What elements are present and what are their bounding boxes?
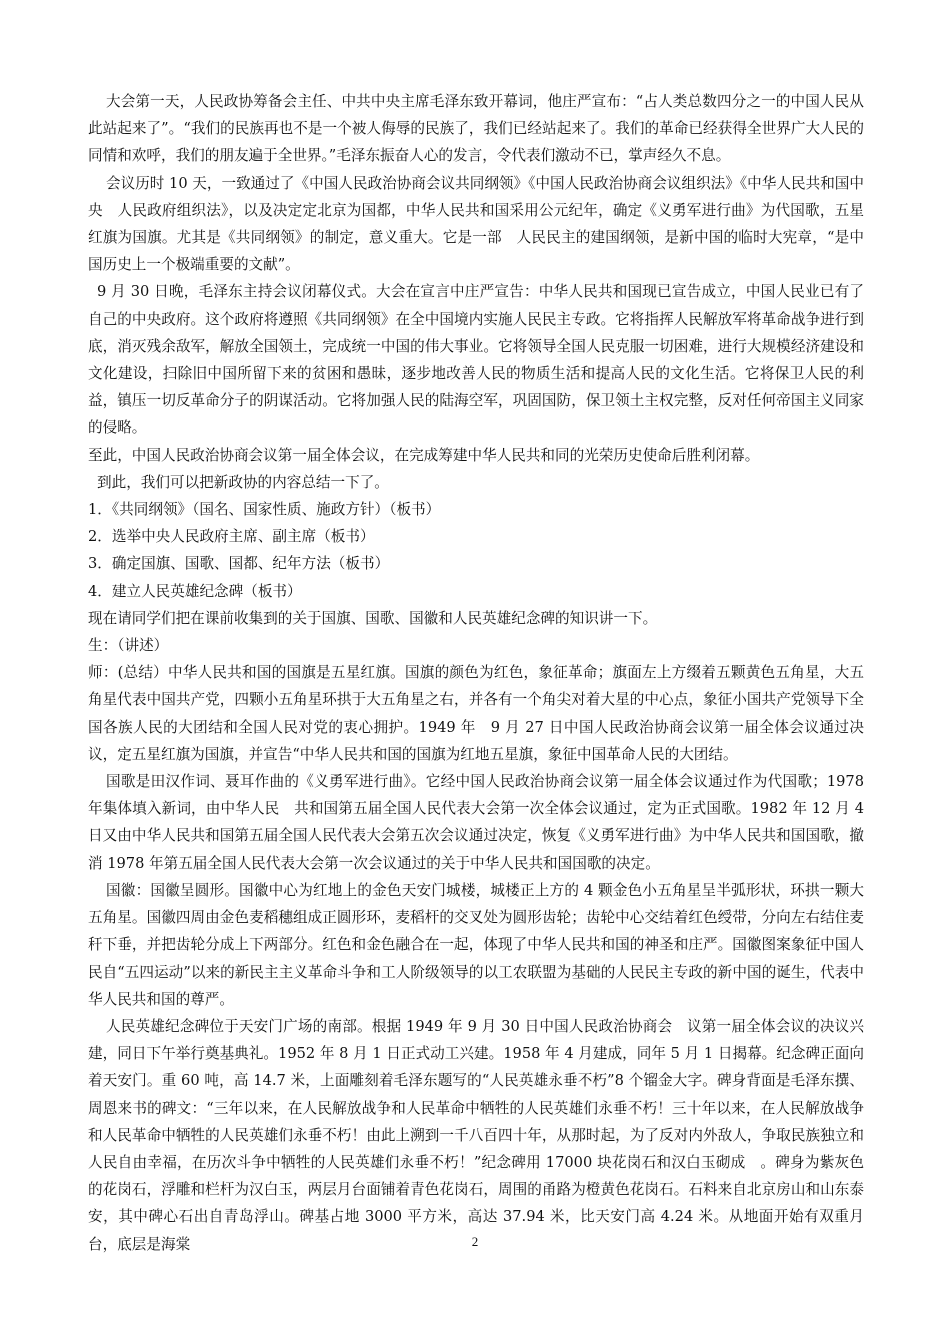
paragraph-national-flag: 师：(总结）中华人民共和国的国旗是五星红旗。国旗的颜色为红色，象征革命；旗面左上方缀着五颗黄色五角星，大五角星代表中国共产党，四颗小五角星环拱于大五角星之右，并各有一个角尖对着大星的中心点，象征小国共产党领导下全国各族人民的大团结和全国人民对党的衷心拥护。1949 年 9 月 27 日中国人民政治协商会议第一届全体会议通过决议，定五星红旗为国旗，并宣告“中华人民共和国的国旗为红地五星旗，象征中国革命人民的大团结。 bbox=[88, 664, 864, 763]
paragraph-student-response: 生：（讲述） bbox=[88, 637, 169, 655]
paragraph-student-prompt: 现在请同学们把在课前收集到的关于国旗、国歌、国徽和人民英雄纪念碑的知识讲一下。 bbox=[88, 609, 658, 627]
paragraph-national-anthem: 国歌是田汉作词、聂耳作曲的《义勇军进行曲》。它经中国人民政治协商会议第一届全体会议通过作为代国歌；1978 年集体填入新词，由中华人民 共和国第五届全国人民代表大会第一次全体会议通过，定为正式国歌。1982 年 12 月 4 日又由中华人民共和国第五届全国人民代表大会第五次会议通过决定，恢复《义勇军进行曲》为中华人民共和国国歌，撤消 1978 年第五届全国人民代表大会第一次会议通过的关于中华人民共和国国歌的决定。 bbox=[88, 773, 864, 872]
page-number: 2 bbox=[471, 1234, 479, 1249]
paragraph-session-duration: 会议历时 10 天，一致通过了《中国人民政治协商会议共同纲领》《中国人民政治协商会议组织法》《中华人民共和国中央 人民政府组织法》，以及决定定北京为国都，中华人民共和国采用公元纪年，确定《义勇军进行曲》为代国歌，五星红旗为国旗。尤其是《共同纲领》的制定，意义重大。它是一部 人民民主的建国纲领，是新中国的临时大宪章，“是中国历史上一个极端重要的文献”。 bbox=[88, 174, 864, 274]
paragraph-opening-speech: 大会第一天，人民政协筹备会主任、中共中央主席毛泽东致开幕词，他庄严宣布：“占人类总数四分之一的中国人民从此站起来了”。“我们的民族再也不是一个被人侮辱的民族了，我们已经站起来了。我们的革命已经获得全世界广大人民的同情和欢呼，我们的朋友遍于全世界。”毛泽东振奋人心的发言，令代表们激动不已，掌声经久不息。 bbox=[88, 93, 864, 165]
list-item-1: 1．《共同纲领》（国名、国家性质、施政方针）（板书） bbox=[88, 501, 441, 519]
paragraph-national-emblem: 国徽：国徽呈圆形。国徽中心为红地上的金色天安门城楼，城楼正上方的 4 颗金色小五角星呈半弧形状，环拱一颗大五角星。国徽四周由金色麦稻穗组成正圆形环，麦稻杆的交叉处为圆形齿轮；齿轮中心交结着红色绶带，分向左右结住麦秆下垂，并把齿轮分成上下两部分。红色和金色融合在一起，体现了中华人民共和国的神圣和庄严。国徽图案象征中国人民自“五四运动”以来的新民主主义革命斗争和工人阶级领导的以工农联盟为基础的人民民主专政的新中国的诞生，代表中华人民共和国的尊严。 bbox=[88, 881, 864, 1008]
list-item-2: 2．选举中央人民政府主席、副主席（板书） bbox=[88, 528, 375, 546]
list-item-3: 3．确定国旗、国歌、国都、纪年方法（板书） bbox=[88, 555, 390, 573]
list-item-4: 4．建立人民英雄纪念碑（板书） bbox=[88, 582, 302, 600]
paragraph-conclusion: 至此，中国人民政治协商会议第一届全体会议，在完成筹建中华人民共和同的光荣历史使命后胜利闭幕。 bbox=[88, 446, 760, 464]
paragraph-heroes-monument: 人民英雄纪念碑位于天安门广场的南部。根据 1949 年 9 月 30 日中国人民政治协商会 议第一届全体会议的决议兴建，同日下午举行奠基典礼。1952 年 8 月 1 日正式动工兴建。1958 年 4 月建成，同年 5 月 1 日揭幕。纪念碑正面向着天安门。重 60 吨，高 14.7 米，上面雕刻着毛泽东题写的“人民英雄永垂不朽”8 个镏金大字。碑身背面是毛泽东撰、周恩来书的碑文：“三年以来，在人民解放战争和人民革命中牺牲的人民英雄们永垂不朽！三十年以来，在人民解放战争和人民革命中牺牲的人民英雄们永垂不朽！由此上溯到一千八百四十年，从那时起，为了反对内外敌人，争取民族独立和人民自由幸福，在历次斗争中牺牲的人民英雄们永垂不朽！”纪念碑用 17000 块花岗石和汉白玉砌成 。碑身为紫灰色的花岗石，浮雕和栏杆为汉白玉，两层月台面铺着青色花岗石，周围的甬路为橙黄色花岗石。石料来自北京房山和山东泰安，其中碑心石出自青岛浮山。碑基占地 3000 平方米，高达 37.94 米，比天安门高 4.24 米。从地面开始有双重月台，底层是海棠 bbox=[88, 1017, 864, 1253]
paragraph-closing-ceremony: 9 月 30 日晚，毛泽东主持会议闭幕仪式。大会在宣言中庄严宣告：中华人民共和国现已宣告成立，中国人民业已有了自己的中央政府。这个政府将遵照《共同纲领》在全中国境内实施人民民主专政。它将指挥人民解放军将革命战争进行到底，消灭残余敌军，解放全国领土，完成统一中国的伟大事业。它将领导全国人民克服一切困难，进行大规模经济建设和文化建设，扫除旧中国所留下来的贫困和愚昧，逐步地改善人民的物质生活和提高人民的文化生活。它将保卫人民的利益，镇压一切反革命分子的阴谋活动。它将加强人民的陆海空军，巩固国防，保卫领土主权完整，反对任何帝国主义同家的侵略。 bbox=[88, 283, 864, 437]
paragraph-summary-intro: 到此，我们可以把新政协的内容总结一下了。 bbox=[97, 473, 389, 491]
document-body bbox=[88, 88, 864, 1258]
